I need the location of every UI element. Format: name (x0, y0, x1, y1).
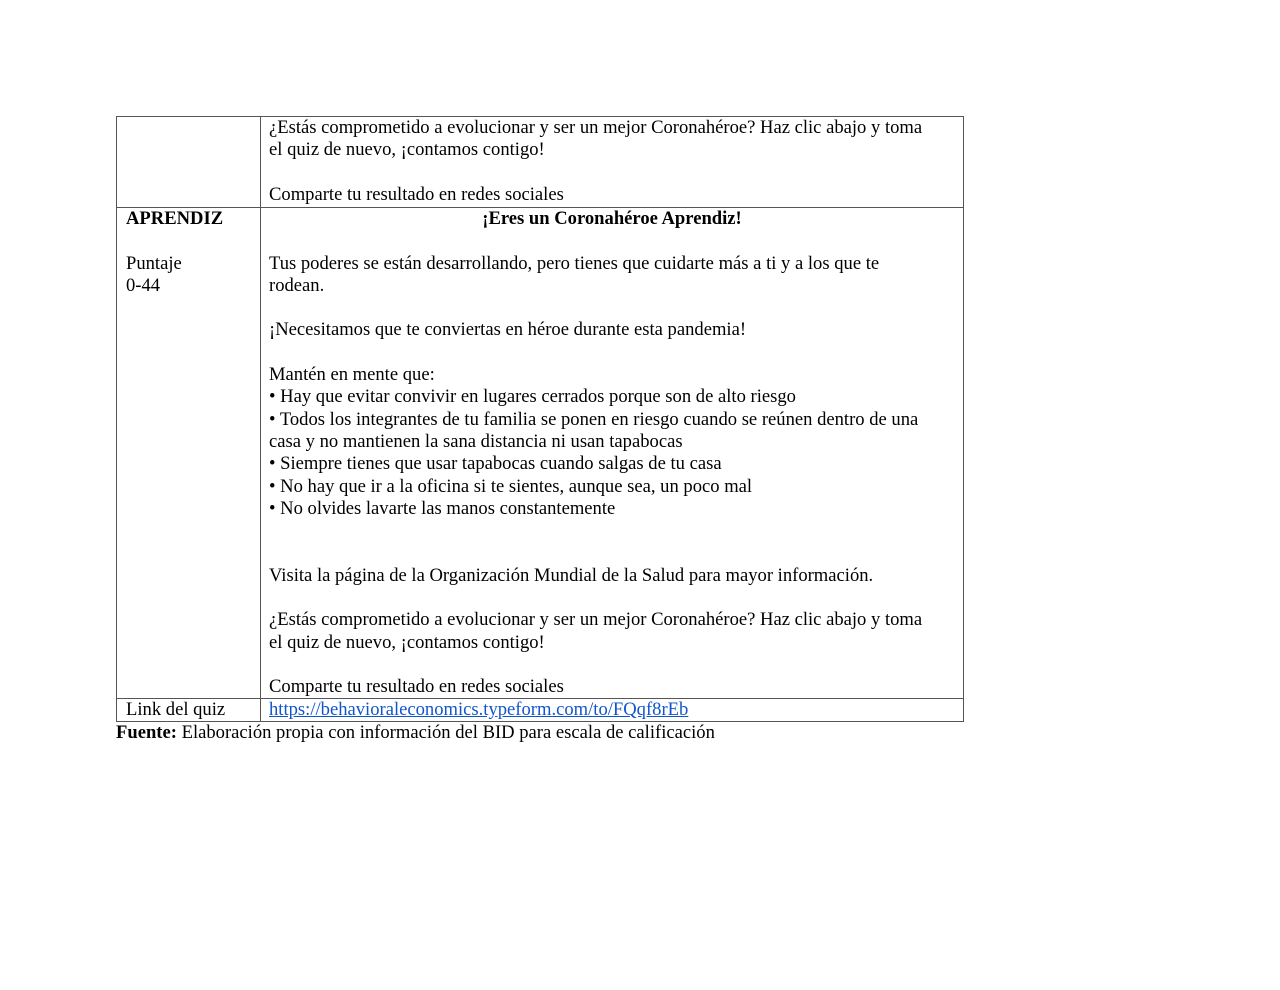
text-line: rodean. (269, 274, 325, 296)
score-label: Puntaje (126, 252, 182, 274)
text-line: ¡Necesitamos que te conviertas en héroe durante esta pandemia! (269, 319, 747, 341)
text-line: Mantén en mente que: (269, 364, 435, 386)
level-cell-empty (117, 117, 261, 207)
table-row-aprendiz (117, 207, 963, 698)
text-line (269, 230, 963, 252)
result-title: ¡Eres un Coronahéroe Aprendiz! (482, 208, 742, 229)
text-line (269, 297, 963, 319)
text-line: • No olvides lavarte las manos constantemente (269, 497, 616, 519)
quiz-results-table (116, 116, 964, 722)
level-cell (117, 208, 261, 698)
text-line: Tus poderes se están desarrollando, pero tienes que cuidarte más a ti y a los que te (269, 252, 880, 274)
score-range: 0-44 (126, 274, 161, 296)
text-line (269, 162, 963, 184)
link-label-cell (117, 699, 261, 721)
text-line: ¿Estás comprometido a evolucionar y ser un mejor Coronahéroe? Haz clic abajo y toma (269, 117, 923, 138)
description-cell (261, 208, 963, 698)
text-line: • Todos los integrantes de tu familia se ponen en riesgo cuando se reúnen dentro de una (269, 408, 919, 430)
level-name: APRENDIZ (126, 208, 224, 229)
text-line: ¿Estás comprometido a evolucionar y ser un mejor Coronahéroe? Haz clic abajo y toma (269, 609, 923, 631)
table-row-previous (117, 117, 963, 207)
text-line (269, 654, 963, 676)
text-line: casa y no mantienen la sana distancia ni usan tapabocas (269, 430, 683, 452)
source-label: Fuente: (116, 722, 177, 743)
text-line: Comparte tu resultado en redes sociales (269, 183, 564, 205)
text-line: Comparte tu resultado en redes sociales (269, 676, 564, 698)
text-line: • Siempre tienes que usar tapabocas cuando salgas de tu casa (269, 453, 722, 475)
text-line (269, 587, 963, 609)
source-note (116, 722, 715, 744)
text-line: • No hay que ir a la oficina si te sientes, aunque sea, un poco mal (269, 475, 753, 497)
description-cell (261, 117, 963, 207)
text-line (269, 342, 963, 364)
text-line: el quiz de nuevo, ¡contamos contigo! (269, 139, 545, 161)
text-line (269, 542, 963, 564)
link-label: Link del quiz (126, 699, 226, 720)
link-cell (261, 699, 963, 721)
text-line (269, 520, 963, 542)
text-line: Visita la página de la Organización Mundial de la Salud para mayor información. (269, 564, 874, 586)
source-text: Elaboración propia con información del BID para escala de calificación (176, 722, 715, 743)
quiz-link[interactable]: https://behavioraleconomics.typeform.com/to/FQqf8rEb (269, 699, 689, 720)
table-row-link (117, 698, 963, 721)
text-line: el quiz de nuevo, ¡contamos contigo! (269, 631, 545, 653)
text-line: • Hay que evitar convivir en lugares cerrados porque son de alto riesgo (269, 386, 796, 408)
